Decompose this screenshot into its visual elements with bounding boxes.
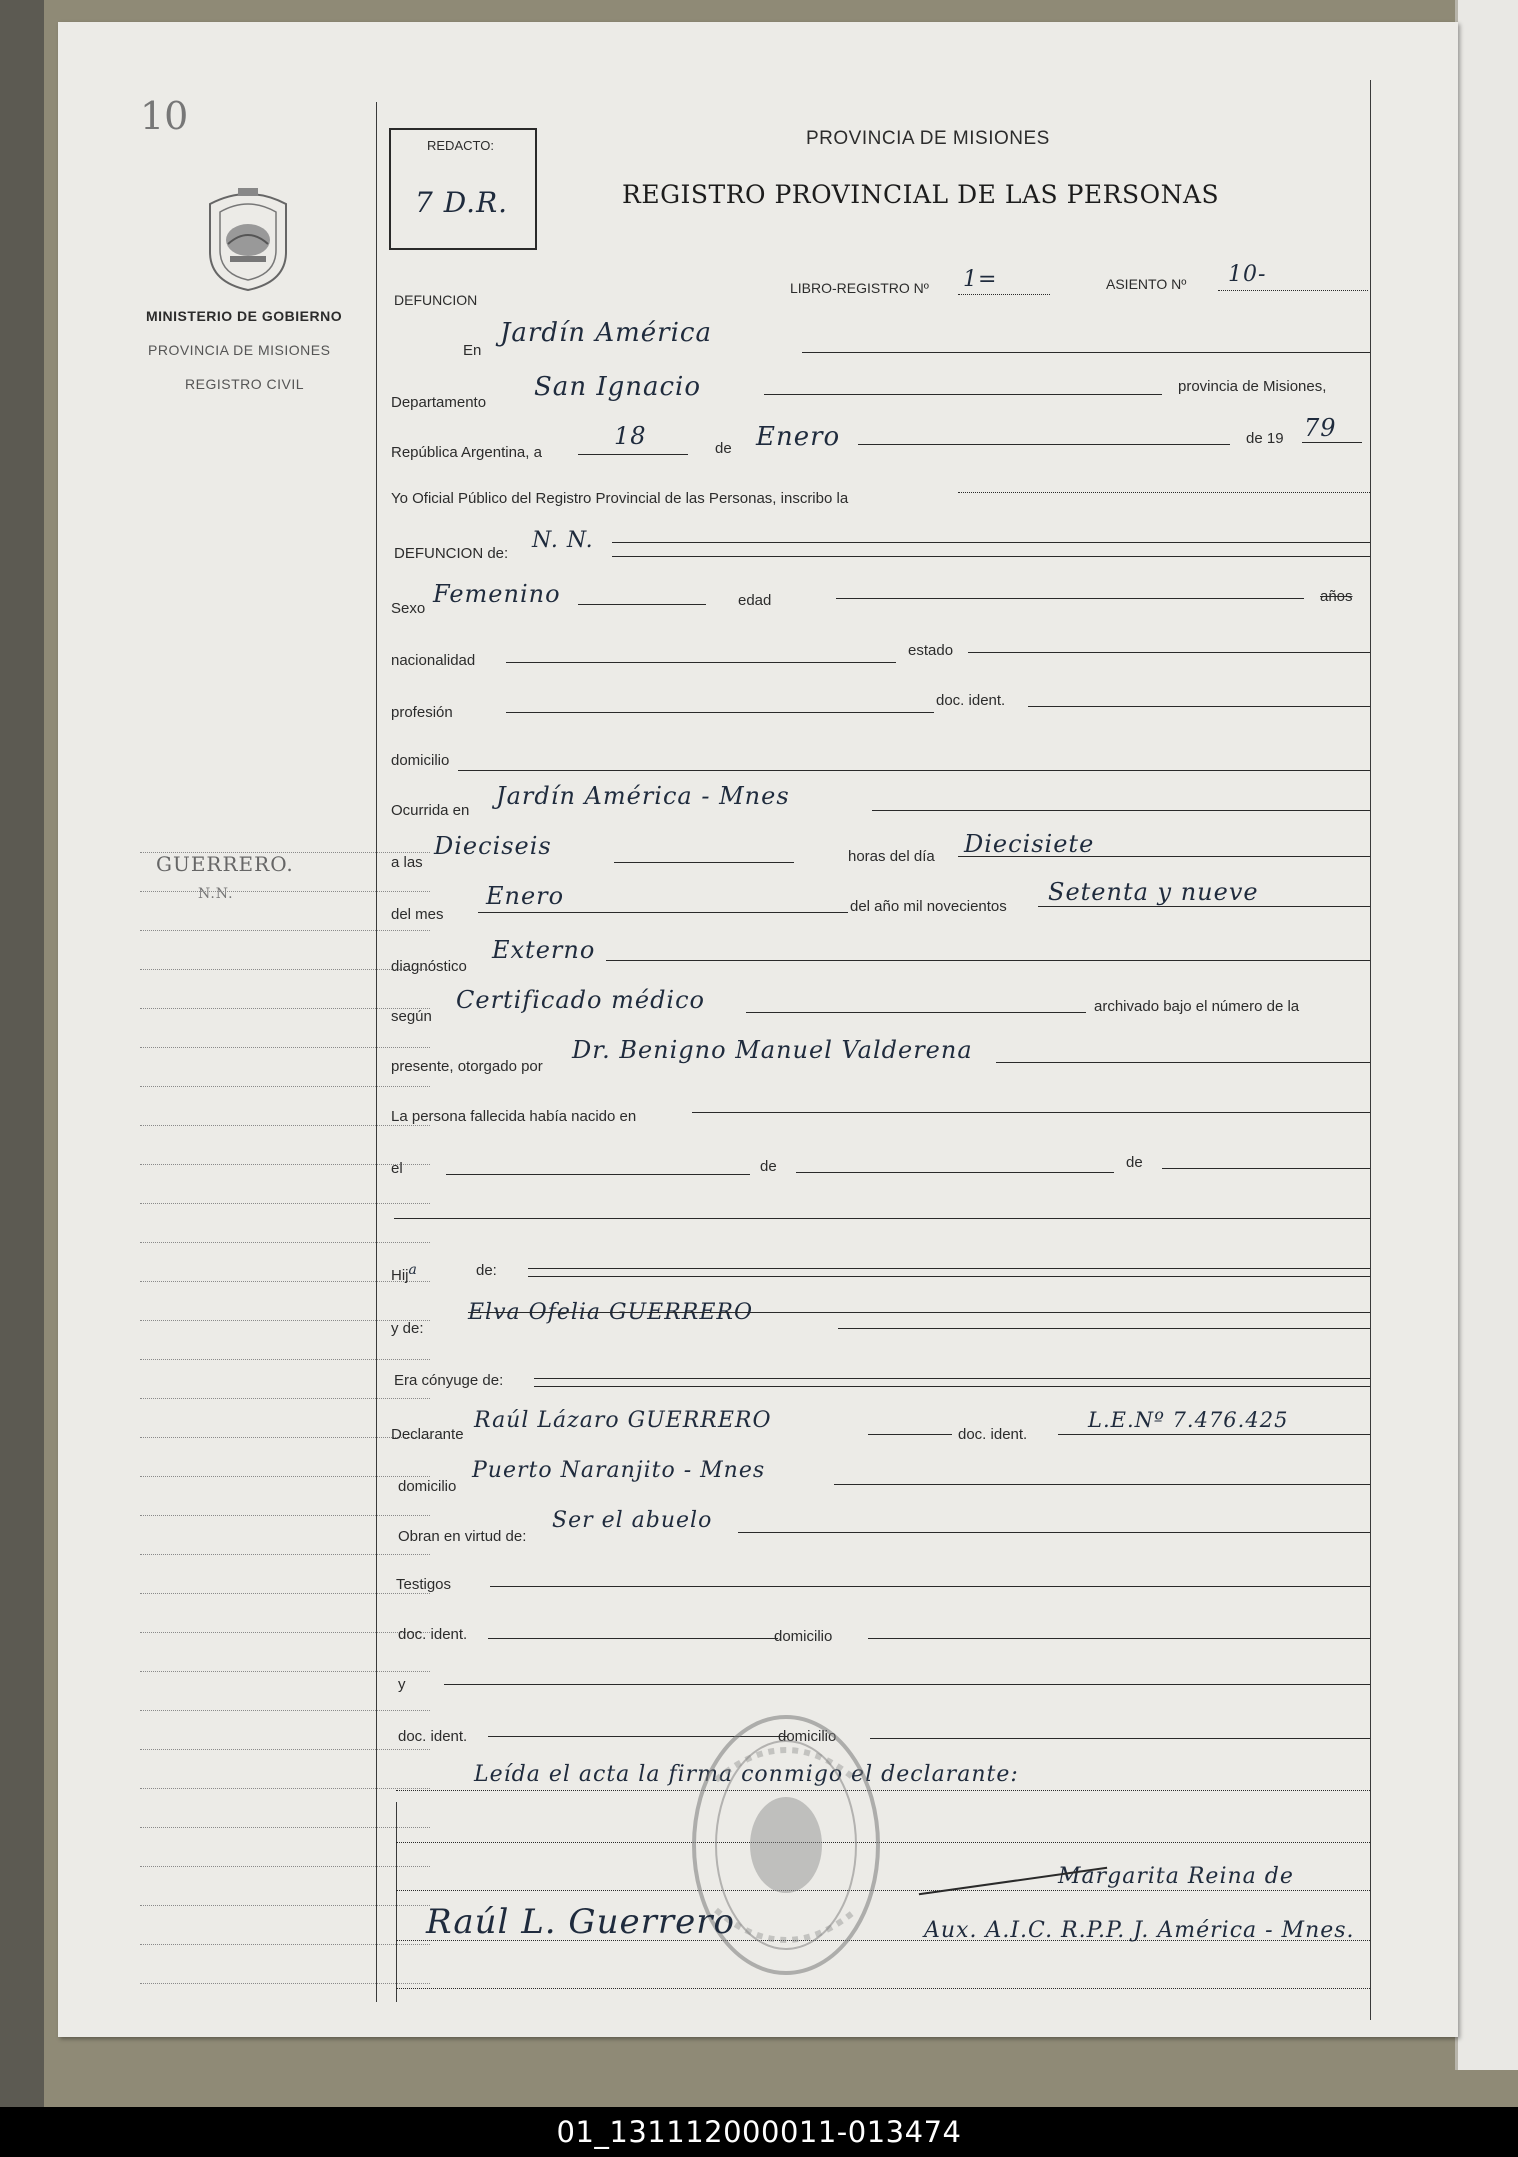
label-hijo-de: de:	[476, 1262, 497, 1279]
next-page-edge	[1455, 0, 1518, 2070]
label-ocurrida: Ocurrida en	[391, 802, 470, 819]
label-del-anio: del año mil novecientos	[850, 898, 1007, 915]
label-y-de: y de:	[391, 1320, 424, 1337]
line-anio	[1302, 442, 1362, 443]
redacto-label: REDACTO:	[427, 138, 494, 153]
line-diagnostico	[606, 960, 1370, 961]
line-hijo	[528, 1268, 1370, 1269]
value-declarante-doc: L.E.Nº 7.476.425	[1088, 1408, 1289, 1432]
line-profesion	[506, 712, 934, 713]
margin-line	[140, 1320, 430, 1321]
margin-line	[140, 1866, 430, 1867]
label-doc-ident4: doc. ident.	[398, 1728, 468, 1745]
ministry-line-2: PROVINCIA DE MISIONES	[148, 342, 331, 358]
line-estado	[968, 652, 1370, 653]
registry-page	[58, 22, 1458, 2037]
margin-line	[140, 1398, 430, 1399]
label-el-de2: de	[1126, 1154, 1143, 1171]
value-anio: 79	[1304, 414, 1337, 442]
asiento-label: ASIENTO Nº	[1106, 276, 1187, 292]
label-domicilio2: domicilio	[398, 1478, 457, 1495]
value-obran: Ser el abuelo	[552, 1508, 713, 1533]
label-republica: República Argentina, a	[391, 444, 542, 461]
line-el	[446, 1174, 750, 1175]
value-sexo: Femenino	[433, 580, 561, 608]
label-segun: según	[391, 1008, 432, 1025]
libro-value: 1=	[963, 267, 998, 292]
line-nacionalidad	[506, 662, 896, 663]
label-a-las: a las	[391, 854, 423, 871]
redacto-value: 7 D.R.	[415, 186, 509, 219]
main-column-divider	[376, 102, 377, 2002]
label-presente: presente, otorgado por	[391, 1058, 543, 1075]
line-yo-oficial	[958, 492, 1370, 493]
line-nombre-2	[612, 542, 1370, 543]
line-mes2	[478, 912, 848, 913]
margin-line	[140, 1281, 430, 1282]
line-obran	[738, 1532, 1370, 1533]
ministry-line-1: MINISTERIO DE GOBIERNO	[146, 308, 343, 324]
label-el: el	[391, 1160, 403, 1177]
margin-line	[140, 891, 430, 892]
line-domicilio4	[870, 1738, 1370, 1739]
libro-line	[958, 294, 1050, 295]
registry-heading: REGISTRO PROVINCIAL DE LAS PERSONAS	[622, 180, 1220, 209]
margin-line	[140, 1515, 430, 1516]
redacto-box	[389, 128, 537, 250]
left-margin-line	[396, 1802, 397, 2002]
margin-line	[140, 1593, 430, 1594]
line-declarante-doc	[1058, 1434, 1370, 1435]
line-sexo	[578, 604, 706, 605]
value-leida: Leída el acta la firma conmigo el declarante:	[474, 1762, 1019, 1787]
label-y: y	[398, 1676, 406, 1693]
line-mes	[858, 444, 1230, 445]
line-nombre	[612, 556, 1370, 557]
line-anio-texto	[1038, 906, 1370, 907]
label-el-de: de	[760, 1158, 777, 1175]
line-madre	[838, 1328, 1370, 1329]
margin-line	[140, 1710, 430, 1711]
value-hora: Dieciseis	[434, 832, 552, 860]
label-domicilio4: domicilio	[778, 1728, 837, 1745]
label-testigos: Testigos	[396, 1576, 452, 1593]
margin-line	[140, 1008, 430, 1009]
coat-of-arms-icon	[200, 182, 296, 294]
asiento-line	[1218, 290, 1368, 291]
margin-line	[140, 1554, 430, 1555]
label-del-mes: del mes	[391, 906, 444, 923]
signature-declarante: Raúl L. Guerrero	[426, 1902, 735, 1942]
margin-line	[140, 930, 430, 931]
margin-sub: N.N.	[198, 886, 234, 902]
line-conyuge	[534, 1378, 1370, 1379]
margin-line	[140, 1632, 430, 1633]
value-declarante-domicilio: Puerto Naranjito - Mnes	[472, 1458, 766, 1483]
libro-label: LIBRO-REGISTRO Nº	[790, 280, 929, 296]
label-diagnostico: diagnóstico	[391, 958, 467, 975]
line-dia	[578, 454, 688, 455]
margin-line	[140, 1749, 430, 1750]
label-nacido-en: La persona fallecida había nacido en	[391, 1108, 637, 1125]
label-conyuge: Era cónyuge de:	[394, 1372, 504, 1389]
image-caption-bar	[0, 2107, 1518, 2157]
margin-line	[140, 1944, 430, 1945]
value-otorgado: Dr. Benigno Manuel Valderena	[572, 1036, 973, 1064]
label-obran: Obran en virtud de:	[398, 1528, 527, 1545]
label-hijo: Hij$^a$	[391, 1262, 418, 1284]
value-nombre: N. N.	[532, 528, 594, 553]
line-declarante	[868, 1434, 952, 1435]
label-doc-ident2: doc. ident.	[958, 1426, 1028, 1443]
value-mes: Enero	[756, 422, 841, 452]
label-horas-dia: horas del día	[848, 848, 935, 865]
value-hijo-sufijo: a	[408, 1262, 418, 1278]
line-declarante-domicilio	[834, 1484, 1370, 1485]
margin-line	[140, 1671, 430, 1672]
value-lugar: Jardín América	[500, 318, 712, 348]
line-segun	[746, 1012, 1086, 1013]
value-ocurrida: Jardín América - Mnes	[496, 782, 790, 810]
label-anos: años	[1320, 588, 1353, 605]
line-ocurrida	[872, 810, 1370, 811]
line-sig-4	[396, 1988, 1370, 1989]
margin-line	[140, 1164, 430, 1165]
line-lugar	[802, 352, 1370, 353]
line-departamento	[764, 394, 1162, 395]
label-declarante: Declarante	[391, 1426, 464, 1443]
line-y	[444, 1684, 1370, 1685]
signature-oficial-cargo: Aux. A.I.C. R.P.P. J. América - Mnes.	[924, 1918, 1355, 1943]
label-provincia: provincia de Misiones,	[1178, 378, 1327, 395]
line-dia-texto	[958, 856, 1370, 857]
line-otorgado	[996, 1062, 1370, 1063]
label-archivado: archivado bajo el número de la	[1094, 998, 1300, 1015]
right-margin-line	[1370, 80, 1371, 2020]
line-doc-ident	[1028, 706, 1370, 707]
label-estado: estado	[908, 642, 954, 659]
margin-line	[140, 1905, 430, 1906]
margin-line	[140, 1242, 430, 1243]
value-diagnostico: Externo	[492, 936, 596, 964]
label-doc-ident3: doc. ident.	[398, 1626, 468, 1643]
margin-line	[140, 1086, 430, 1087]
margin-line	[140, 1788, 430, 1789]
label-defuncion-de: DEFUNCION de:	[394, 545, 509, 562]
value-segun: Certificado médico	[456, 986, 705, 1014]
line-nacido-en	[692, 1112, 1370, 1113]
margin-line	[140, 969, 430, 970]
label-departamento: Departamento	[391, 394, 487, 411]
margin-line	[140, 1476, 430, 1477]
margin-name: GUERRERO.	[156, 852, 294, 876]
line-el-de2	[1162, 1168, 1370, 1169]
value-dia: 18	[614, 422, 647, 450]
line-doc-ident3	[488, 1638, 778, 1639]
label-en: En	[463, 342, 482, 359]
label-nacionalidad: nacionalidad	[391, 652, 476, 669]
line-hora	[614, 862, 794, 863]
margin-line	[140, 1203, 430, 1204]
margin-line	[140, 852, 430, 853]
signature-oficial: Margarita Reina de	[1058, 1864, 1294, 1889]
sheet-number: 10	[140, 94, 189, 138]
margin-line	[140, 1047, 430, 1048]
line-conyuge-2	[534, 1386, 1370, 1387]
line-domicilio	[458, 770, 1370, 771]
margin-line	[140, 1983, 430, 1984]
line-madre-2	[468, 1312, 1370, 1313]
label-domicilio: domicilio	[391, 752, 450, 769]
label-de1: de	[715, 440, 732, 457]
value-madre: Elva Ofelia GUERRERO	[468, 1300, 753, 1325]
image-caption: 01_131112000011-013474	[556, 2115, 962, 2149]
label-domicilio3: domicilio	[774, 1628, 833, 1645]
label-sexo: Sexo	[391, 600, 426, 617]
value-declarante: Raúl Lázaro GUERRERO	[474, 1408, 772, 1433]
value-dia-texto: Diecisiete	[964, 830, 1095, 858]
line-el-de	[796, 1172, 1114, 1173]
record-type: DEFUNCION	[394, 292, 478, 308]
margin-line	[140, 1827, 430, 1828]
asiento-value: 10-	[1228, 262, 1267, 287]
label-profesion: profesión	[391, 704, 453, 721]
label-yo-oficial: Yo Oficial Público del Registro Provincial de las Personas, inscribo la	[391, 490, 849, 507]
label-de19: de 19	[1246, 430, 1284, 447]
value-departamento: San Ignacio	[534, 372, 702, 402]
line-testigos	[490, 1586, 1370, 1587]
value-mes2: Enero	[486, 882, 565, 910]
label-doc-ident: doc. ident.	[936, 692, 1006, 709]
label-edad: edad	[738, 592, 772, 609]
margin-line	[140, 1359, 430, 1360]
margin-line	[140, 1125, 430, 1126]
line-hijo-2	[528, 1276, 1370, 1277]
line-edad	[836, 598, 1304, 599]
ministry-line-3: REGISTRO CIVIL	[185, 376, 305, 392]
line-blank	[394, 1218, 1370, 1219]
value-anio-texto: Setenta y nueve	[1048, 878, 1259, 906]
province-heading: PROVINCIA DE MISIONES	[806, 128, 1050, 149]
line-domicilio3	[868, 1638, 1370, 1639]
margin-line	[140, 1437, 430, 1438]
